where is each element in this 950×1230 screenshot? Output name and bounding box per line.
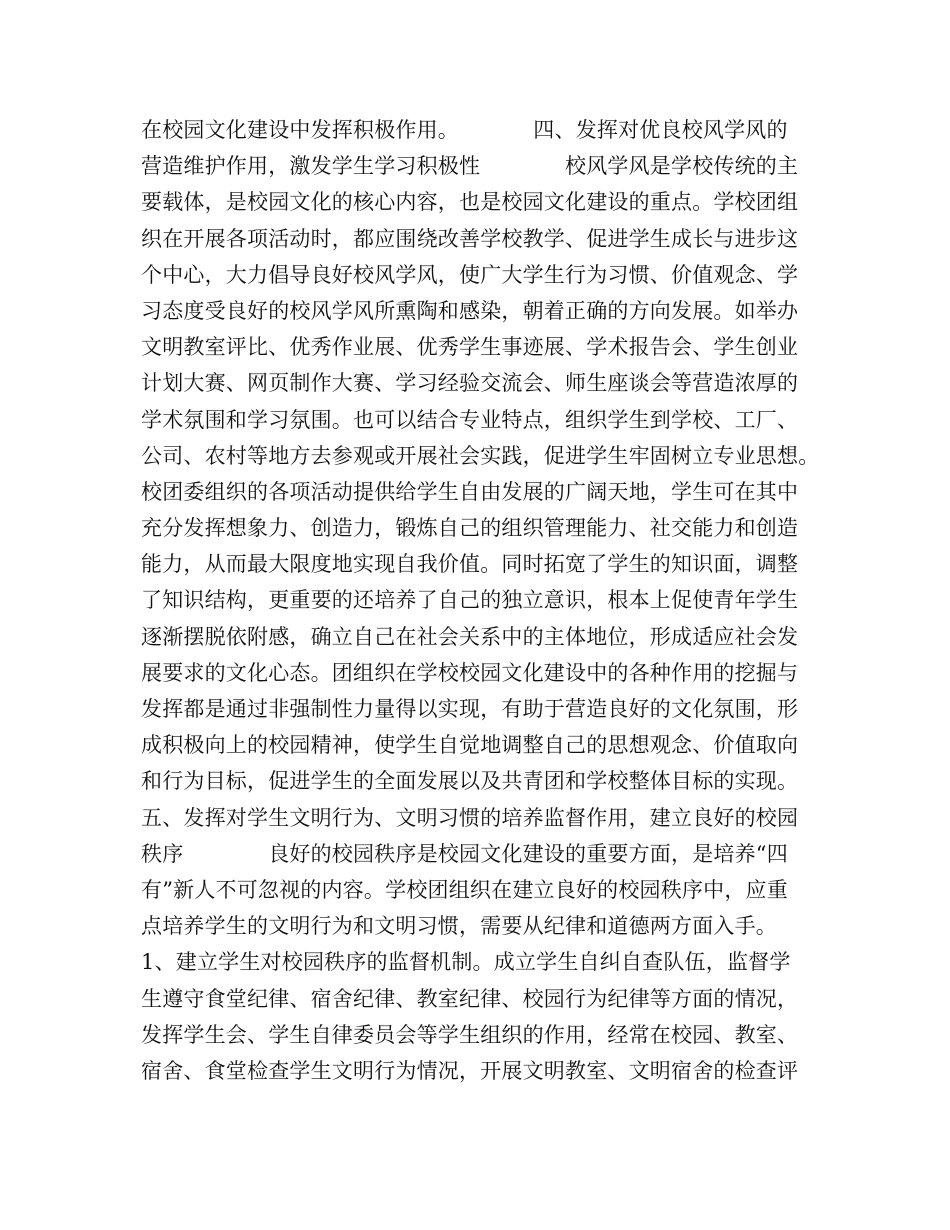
text-line: 习态度受良好的校风学风所熏陶和感染，朝着正确的方向发展。如举办 xyxy=(141,298,799,323)
text-line: 五、发挥对学生文明行为、文明习惯的培养监督作用，建立良好的校园 xyxy=(141,805,799,830)
text-line: 点培养学生的文明行为和文明习惯，需要从纪律和道德两方面入手。 xyxy=(141,914,777,939)
text-line: 能力，从而最大限度地实现自我价值。同时拓宽了学生的知识面，调整 xyxy=(141,552,799,577)
text-line: 逐渐摆脱依附感，确立自己在社会关系中的主体地位，形成适应社会发 xyxy=(141,624,799,649)
text-line: 发挥都是通过非强制性力量得以实现，有助于营造良好的文化氛围，形 xyxy=(141,697,799,721)
text-line: 个中心，大力倡导良好校风学风，使广大学生行为习惯、价值观念、学 xyxy=(141,262,799,287)
text-line: 文明教室评比、优秀作业展、优秀学生事迹展、学术报告会、学生创业 xyxy=(141,335,799,360)
text-line: 和行为目标，促进学生的全面发展以及共青团和学校整体目标的实现。 xyxy=(141,769,799,794)
text-line: 充分发挥想象力、创造力，锻炼自己的组织管理能力、社交能力和创造 xyxy=(141,516,799,541)
text-line: 织在开展各项活动时，都应围绕改善学校教学、促进学生成长与进步这 xyxy=(141,226,799,251)
text-line: 校团委组织的各项活动提供给学生自由发展的广阔天地，学生可在其中 xyxy=(141,479,799,504)
text-line: 发挥学生会、学生自律委员会等学生组织的作用，经常在校园、教室、 xyxy=(141,1022,799,1047)
text-line: 在校园文化建设中发挥积极作用。 四、发挥对优良校风学风的 xyxy=(141,118,788,142)
text-line: 有”新人不可忽视的内容。学校团组织在建立良好的校园秩序中，应重 xyxy=(141,877,788,902)
text-line: 计划大赛、网页制作大赛、学习经验交流会、师生座谈会等营造浓厚的 xyxy=(141,371,799,396)
body-text xyxy=(141,112,831,1089)
text-line: 1、建立学生对校园秩序的监督机制。成立学生自纠自查队伍，监督学 xyxy=(141,950,791,975)
text-line: 秩序 良好的校园秩序是校园文化建设的重要方面，是培养“四 xyxy=(141,841,788,866)
text-line: 展要求的文化心态。团组织在学校校园文化建设中的各种作用的挖掘与 xyxy=(141,660,799,685)
text-line: 宿舍、食堂检查学生文明行为情况，开展文明教室、文明宿舍的检查评 xyxy=(141,1058,799,1083)
text-line: 成积极向上的校园精神，使学生自觉地调整自己的思想观念、价值取向 xyxy=(141,733,799,758)
text-line: 学术氛围和学习氛围。也可以结合专业特点，组织学生到学校、工厂、 xyxy=(141,407,799,432)
text-line: 生遵守食堂纪律、宿舍纪律、教室纪律、校园行为纪律等方面的情况， xyxy=(141,986,799,1011)
text-line: 了知识结构，更重要的还培养了自己的独立意识，根本上促使青年学生 xyxy=(141,588,799,613)
text-line: 要载体，是校园文化的核心内容，也是校园文化建设的重点。学校团组 xyxy=(141,190,799,215)
text-line: 公司、农村等地方去参观或开展社会实践，促进学生牢固树立专业思想。 xyxy=(141,443,820,468)
text-line: 营造维护作用，激发学生学习积极性 校风学风是学校传统的主 xyxy=(141,154,799,179)
